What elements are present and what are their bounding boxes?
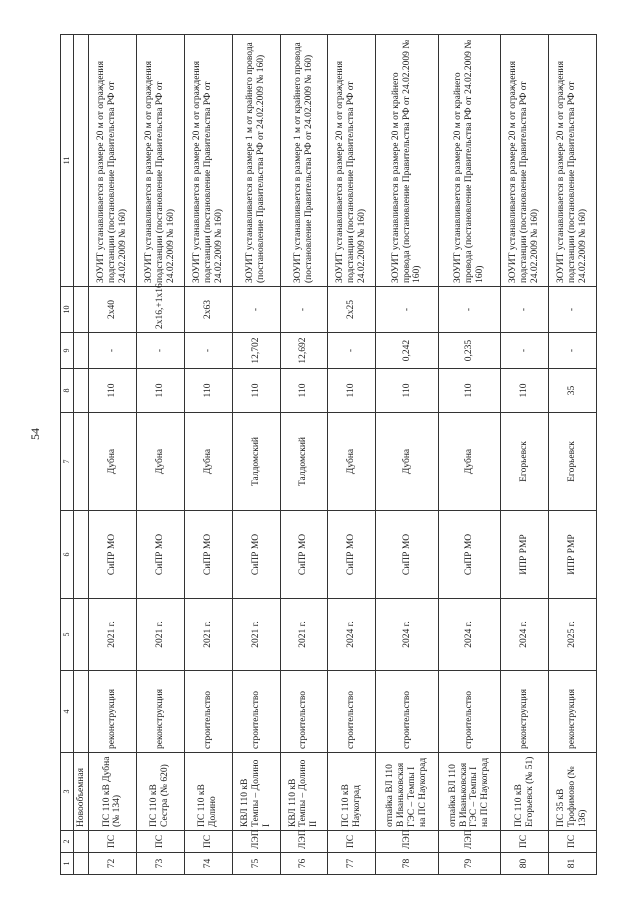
subheader-row — [74, 35, 89, 875]
facilities-table — [60, 34, 597, 875]
object-type: ПС — [328, 831, 376, 853]
object-type: ЛЭП — [232, 831, 280, 853]
zone-note: ЗОУИТ устанавливается в размере 20 м от ограждения подстанции (постановление Правительства РФ от 24.02.2009 № 160) — [328, 35, 376, 287]
zone-note: ЗОУИТ устанавливается в размере 20 м от крайнего провода (постановление Правительства РФ от 24.02.2009 № 160) — [438, 35, 500, 287]
year: 2021 г. — [280, 599, 328, 671]
table-row — [232, 35, 280, 875]
row-number: 80 — [501, 853, 549, 875]
location: Талдомский — [280, 413, 328, 511]
zone-note: ЗОУИТ устанавливается в размере 1 м от крайнего провода (постановление Правительства РФ от 24.02.2009 № 160) — [232, 35, 280, 287]
table-row — [376, 35, 438, 875]
object-type: ПС — [501, 831, 549, 853]
object-name: ПС 110 кВ Дубна (№ 134) — [89, 753, 137, 831]
line-length: 0,242 — [376, 333, 438, 369]
year: 2021 г. — [89, 599, 137, 671]
source-document: СиПР МО — [184, 511, 232, 599]
voltage: 110 — [232, 369, 280, 413]
work-type: реконструкция — [501, 671, 549, 753]
source-document: СиПР МО — [280, 511, 328, 599]
zone-note: ЗОУИТ устанавливается в размере 20 м от крайнего провода (постановление Правительства РФ от 24.02.2009 № 160) — [376, 35, 438, 287]
voltage: 110 — [501, 369, 549, 413]
subheader-label: Новообъемная — [74, 753, 89, 831]
voltage: 35 — [549, 369, 597, 413]
object-type: ПС — [184, 831, 232, 853]
zone-note: ЗОУИТ устанавливается в размере 20 м от ограждения подстанции (постановление Правительства РФ от 24.02.2009 № 160) — [89, 35, 137, 287]
col-number: 8 — [61, 369, 74, 413]
source-document: СиПР МО — [376, 511, 438, 599]
capacity: 2х25 — [328, 287, 376, 333]
year: 2021 г. — [232, 599, 280, 671]
location: Дубна — [89, 413, 137, 511]
source-document: СиПР МО — [89, 511, 137, 599]
work-type: строительство — [328, 671, 376, 753]
source-document: ИПР РМР — [549, 511, 597, 599]
object-type: ПС — [136, 831, 184, 853]
table-row — [280, 35, 328, 875]
year: 2021 г. — [136, 599, 184, 671]
source-document: ИПР РМР — [501, 511, 549, 599]
page-number: 54 — [28, 428, 42, 440]
col-number: 7 — [61, 413, 74, 511]
table-row — [438, 35, 500, 875]
work-type: строительство — [280, 671, 328, 753]
table-row — [184, 35, 232, 875]
work-type: строительство — [232, 671, 280, 753]
object-name: ПС 110 кВ Долино — [184, 753, 232, 831]
document-table-rotated — [60, 35, 597, 875]
capacity: - — [232, 287, 280, 333]
object-name: ПС 110 кВ Егорьевск (№ 51) — [501, 753, 549, 831]
row-number: 76 — [280, 853, 328, 875]
object-name: ПС 35 кВ Трофимово (№ 136) — [549, 753, 597, 831]
zone-note: ЗОУИТ устанавливается в размере 20 м от ограждения подстанции (постановление Правительства РФ от 24.02.2009 № 160) — [136, 35, 184, 287]
voltage: 110 — [89, 369, 137, 413]
table-row — [328, 35, 376, 875]
row-number: 75 — [232, 853, 280, 875]
col-number: 5 — [61, 599, 74, 671]
source-document: СиПР МО — [136, 511, 184, 599]
row-number: 74 — [184, 853, 232, 875]
object-type: ЛЭП — [438, 831, 500, 853]
object-name: отпайка ВЛ 110 В Иваньковская ГЭС – Темпы I на ПС Наукоград — [376, 753, 438, 831]
location: Дубна — [438, 413, 500, 511]
object-type: ПС — [89, 831, 137, 853]
voltage: 110 — [280, 369, 328, 413]
line-length: 12,692 — [280, 333, 328, 369]
work-type: реконструкция — [89, 671, 137, 753]
object-name: ПС 110 кВ Наукоград — [328, 753, 376, 831]
object-type: ПС — [549, 831, 597, 853]
table-row — [89, 35, 137, 875]
source-document: СиПР МО — [438, 511, 500, 599]
col-number: 4 — [61, 671, 74, 753]
column-numbers-row — [61, 35, 74, 875]
voltage: 110 — [184, 369, 232, 413]
year: 2025 г. — [549, 599, 597, 671]
object-type: ЛЭП — [280, 831, 328, 853]
col-number: 2 — [61, 831, 74, 853]
row-number: 81 — [549, 853, 597, 875]
object-name: КВЛ 110 кВ Темпы – Долино II — [280, 753, 328, 831]
line-length: - — [89, 333, 137, 369]
col-number: 6 — [61, 511, 74, 599]
object-name: КВЛ 110 кВ Темпы – Долино I — [232, 753, 280, 831]
col-number: 11 — [61, 35, 74, 287]
zone-note: ЗОУИТ устанавливается в размере 1 м от крайнего провода (постановление Правительства РФ от 24.02.2009 № 160) — [280, 35, 328, 287]
capacity: - — [280, 287, 328, 333]
location: Дубна — [376, 413, 438, 511]
line-length: - — [501, 333, 549, 369]
location: Дубна — [184, 413, 232, 511]
table-row — [501, 35, 549, 875]
capacity: - — [501, 287, 549, 333]
zone-note: ЗОУИТ устанавливается в размере 20 м от ограждения подстанции (постановление Правительства РФ от 24.02.2009 № 160) — [501, 35, 549, 287]
voltage: 110 — [438, 369, 500, 413]
col-number: 3 — [61, 753, 74, 831]
work-type: строительство — [376, 671, 438, 753]
row-number: 79 — [438, 853, 500, 875]
voltage: 110 — [136, 369, 184, 413]
zone-note: ЗОУИТ устанавливается в размере 20 м от ограждения подстанции (постановление Правительства РФ от 24.02.2009 № 160) — [184, 35, 232, 287]
work-type: реконструкция — [549, 671, 597, 753]
object-type: ЛЭП — [376, 831, 438, 853]
source-document: СиПР МО — [328, 511, 376, 599]
voltage: 110 — [328, 369, 376, 413]
row-number: 77 — [328, 853, 376, 875]
line-length: 12,702 — [232, 333, 280, 369]
work-type: реконструкция — [136, 671, 184, 753]
zone-note: ЗОУИТ устанавливается в размере 20 м от ограждения подстанции (постановление Правительства РФ от 24.02.2009 № 160) — [549, 35, 597, 287]
work-type: строительство — [438, 671, 500, 753]
line-length: 0,235 — [438, 333, 500, 369]
col-number: 10 — [61, 287, 74, 333]
work-type: строительство — [184, 671, 232, 753]
year: 2024 г. — [438, 599, 500, 671]
year: 2024 г. — [328, 599, 376, 671]
table-row — [136, 35, 184, 875]
row-number: 78 — [376, 853, 438, 875]
voltage: 110 — [376, 369, 438, 413]
capacity: 2х63 — [184, 287, 232, 333]
location: Егорьевск — [549, 413, 597, 511]
source-document: СиПР МО — [232, 511, 280, 599]
row-number: 73 — [136, 853, 184, 875]
capacity: 2х16,+1х16 — [136, 287, 184, 333]
capacity: - — [376, 287, 438, 333]
line-length: - — [136, 333, 184, 369]
line-length: - — [549, 333, 597, 369]
location: Дубна — [328, 413, 376, 511]
location: Егорьевск — [501, 413, 549, 511]
year: 2024 г. — [501, 599, 549, 671]
capacity: - — [549, 287, 597, 333]
year: 2021 г. — [184, 599, 232, 671]
table-row — [549, 35, 597, 875]
location: Талдомский — [232, 413, 280, 511]
year: 2024 г. — [376, 599, 438, 671]
object-name: ПС 110 кВ Сестра (№ 620) — [136, 753, 184, 831]
col-number: 1 — [61, 853, 74, 875]
object-name: отпайка ВЛ 110 В Иваньковская ГЭС – Темпы I на ПС Наукоград — [438, 753, 500, 831]
capacity: 2х40 — [89, 287, 137, 333]
line-length: - — [328, 333, 376, 369]
location: Дубна — [136, 413, 184, 511]
line-length: - — [184, 333, 232, 369]
col-number: 9 — [61, 333, 74, 369]
row-number: 72 — [89, 853, 137, 875]
capacity: - — [438, 287, 500, 333]
